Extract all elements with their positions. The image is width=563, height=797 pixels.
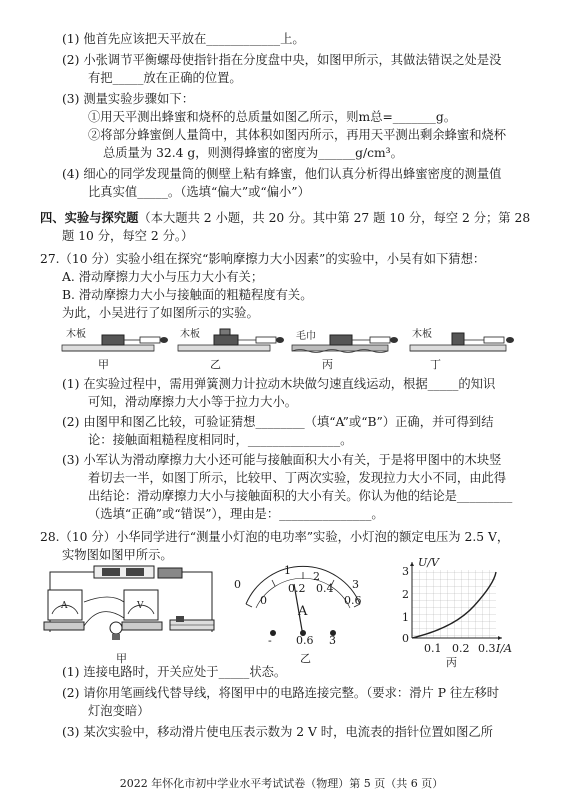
caption-ding: 丁 — [430, 358, 441, 371]
board-label-bing: 毛巾 — [296, 331, 316, 342]
q27-s3d: （选填“正确”或“错误”），理由是：_______________。 — [88, 507, 384, 521]
q-pre-3a: ①用天平测出蜂蜜和烧杯的总质量如图乙所示，则m总=_______g。 — [88, 110, 457, 124]
q-pre-4b: 比真实值_____。（选填“偏大”或“偏小”） — [88, 185, 310, 199]
circuit-figure — [40, 562, 222, 652]
caption-jia: 甲 — [98, 358, 109, 371]
q-pre-1: (1) 他首先应该把天平放在____________上。 — [62, 32, 305, 46]
q28-s2a: (2) 请你用笔画线代替导线，将图甲中的电路连接完整。（要求：滑片 P 往左移时 — [62, 686, 500, 700]
q-pre-2a: (2) 小张调节平衡螺母使指针指在分度盘中央，如图甲所示，其做法错误之处是没 — [62, 53, 502, 67]
q27-guess-a: A. 滑动摩擦力大小与压力大小有关； — [62, 270, 264, 284]
section-desc-2: 题 10 分，每空 2 分。） — [62, 229, 194, 243]
meter-bottom-tick-2: 0.4 — [316, 582, 334, 595]
meter-unit: A — [298, 604, 308, 619]
graph-ylabel: U/V — [418, 556, 439, 569]
q28-stem: 28.（10 分）小华同学进行“测量小灯泡的电功率”实验，小灯泡的额定电压为 2.5 V， — [40, 530, 510, 544]
meter-bottom-tick-3: 0.6 — [344, 594, 362, 607]
q-pre-2b: 有把_____放在正确的位置。 — [88, 71, 242, 85]
svg-text:A: A — [61, 601, 68, 611]
section-header — [40, 211, 530, 226]
q27-s3b: 着切去一半，如图丁所示，比较甲、丁两次实验，发现拉力大小不同，由此得 — [88, 471, 507, 485]
q28-s1: (1) 连接电路时，开关应处于_____状态。 — [62, 665, 287, 679]
meter-bottom-tick-1: 0.2 — [288, 582, 306, 595]
q28-s2b: 灯泡变暗） — [88, 704, 150, 718]
graph-xtick-2: 0.2 — [452, 642, 470, 655]
graph-xtick-1: 0.1 — [424, 642, 442, 655]
q27-s1a: (1) 在实验过程中，需用弹簧测力计拉动木块做匀速直线运动，根据_____的知识 — [62, 377, 496, 391]
svg-text:V: V — [137, 601, 144, 611]
board-label-jia: 木板 — [66, 329, 86, 340]
meter-top-tick-1: 1 — [284, 564, 291, 577]
graph-origin: 0 — [402, 632, 409, 645]
meter-top-tick-2: 2 — [313, 570, 320, 583]
meter-left-zero: 0 — [234, 578, 241, 591]
q27-s1b: 可知，滑动摩擦力大小等于拉力大小。 — [88, 395, 298, 409]
q28-stem-2: 实物图如图甲所示。 — [62, 548, 173, 562]
q-pre-4a: (4) 细心的同学发现量筒的侧壁上粘有蜂蜜，他们认真分析得出蜂蜜密度的测量值 — [62, 167, 502, 181]
ui-graph — [398, 558, 508, 648]
terminal-label-neg: - — [268, 634, 272, 647]
friction-experiment-figure — [60, 323, 530, 375]
q27-s2a: (2) 由图甲和图乙比较，可验证猜想________（填“A”或“B”）正确，并可得到结 — [62, 415, 494, 429]
terminal-label-0-6: 0.6 — [296, 634, 314, 647]
section-desc-1: （本大题共 2 小题，共 20 分。其中第 27 题 10 分，每空 2 分；第 28 — [138, 211, 531, 225]
q28-s3: (3) 某次实验中，移动滑片使电压表示数为 2 V 时，电流表的指针位置如图乙所 — [62, 725, 493, 739]
caption-yi-meter: 乙 — [300, 652, 311, 665]
section-title: 四、实验与探究题 — [40, 211, 139, 225]
meter-bottom-tick-0: 0 — [260, 594, 267, 607]
q27-intro: 为此，小吴进行了如图所示的实验。 — [62, 306, 259, 320]
caption-yi: 乙 — [210, 358, 221, 371]
terminal-label-3: 3 — [329, 634, 336, 647]
q27-s3c: 出结论：滑动摩擦力大小与接触面积的大小有关。你认为他的结论是_________ — [88, 489, 513, 503]
graph-xlabel: I/A — [496, 642, 512, 655]
meter-top-tick-3: 3 — [352, 578, 359, 591]
q-pre-3: (3) 测量实验步骤如下： — [62, 92, 194, 106]
graph-ytick-1: 1 — [402, 611, 409, 624]
graph-ytick-3: 3 — [402, 565, 409, 578]
caption-circuit-jia: 甲 — [116, 652, 127, 665]
caption-bing: 丙 — [322, 358, 333, 371]
page-footer: 2022 年怀化市初中学业水平考试试卷（物理）第 5 页（共 6 页） — [119, 777, 444, 790]
graph-ytick-2: 2 — [402, 588, 409, 601]
q27-stem: 27.（10 分）实验小组在探究“影响摩擦力大小因素”的实验中，小吴有如下猜想： — [40, 252, 486, 266]
q-pre-3b1: ②将部分蜂蜜倒人量筒中，其体积如图丙所示，再用天平测出剩余蜂蜜和烧杯 — [88, 128, 507, 142]
board-label-ding: 木板 — [412, 329, 432, 340]
q-pre-3b2: 总质量为 32.4 g，则测得蜂蜜的密度为______g/cm³。 — [103, 146, 403, 160]
q27-s3a: (3) 小军认为滑动摩擦力大小还可能与接触面积大小有关，于是将甲图中的木块竖 — [62, 453, 502, 467]
caption-bing-graph: 丙 — [446, 656, 457, 669]
q27-s2b: 论：接触面粗糙程度相同时，_______________。 — [88, 433, 353, 447]
board-label-yi: 木板 — [180, 329, 200, 340]
q27-guess-b: B. 滑动摩擦力大小与接触面的粗糙程度有关。 — [62, 288, 313, 302]
graph-xtick-3: 0.3 — [478, 642, 496, 655]
